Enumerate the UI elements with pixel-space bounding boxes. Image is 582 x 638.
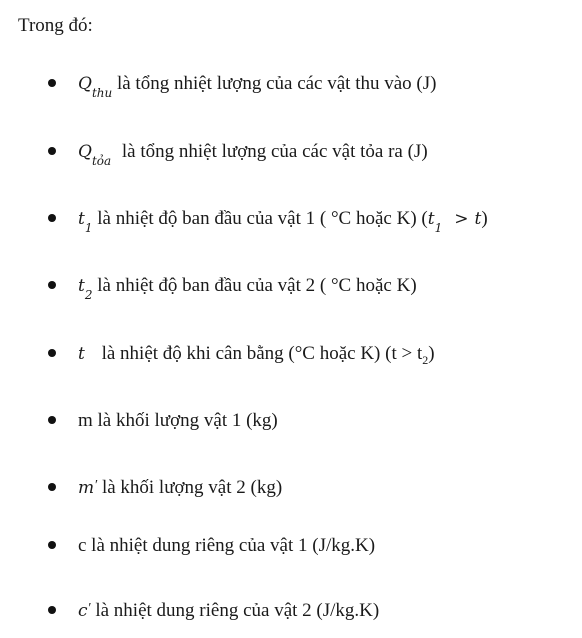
bullet-icon [48, 214, 56, 222]
definition-text: c là nhiệt dung riêng của vật 1 (J/kg.K) [78, 535, 376, 556]
symbol-subscript: thu [91, 86, 113, 100]
condition-close: ) [428, 343, 435, 364]
condition-subscript: 1 [434, 221, 443, 235]
bullet-icon [48, 349, 56, 357]
symbol: Q [78, 74, 92, 94]
list-item-q-thu [48, 69, 578, 99]
bullet-icon [48, 416, 56, 424]
symbol: m [78, 478, 95, 498]
list-item-t2 [48, 271, 578, 301]
bullet-icon [48, 606, 56, 614]
definition-text: là nhiệt độ ban đầu của vật 2 ( °C hoặc K) [92, 275, 417, 296]
list-item-c [48, 531, 578, 561]
list-item-t1 [48, 204, 578, 234]
symbol: t [78, 209, 85, 229]
condition-close: ) [481, 208, 488, 229]
condition-operator: > [454, 209, 469, 229]
definition-text: là nhiệt độ ban đầu của vật 1 ( °C hoặc K) ( [92, 208, 428, 229]
prime-mark: ′ [94, 478, 98, 493]
symbol-subscript: 2 [84, 288, 93, 302]
definition-text: là tổng nhiệt lượng của các vật thu vào (J) [112, 73, 437, 94]
tail-subscript: 2 [422, 353, 429, 367]
list-item-m-prime [48, 473, 578, 503]
definition-text: m là khối lượng vật 1 (kg) [78, 410, 278, 431]
list-item-q-toa [48, 137, 578, 167]
bullet-icon [48, 281, 56, 289]
definition-text: là tổng nhiệt lượng của các vật tỏa ra (J) [117, 141, 428, 162]
condition-symbol: t [427, 209, 435, 229]
bullet-icon [48, 79, 56, 87]
bullet-icon [48, 147, 56, 155]
definition-text: là khối lượng vật 2 (kg) [97, 477, 283, 498]
condition-rhs: t [474, 209, 482, 229]
symbol: Q [78, 142, 92, 162]
prime-mark: ′ [87, 601, 91, 616]
symbol: t [78, 276, 85, 296]
list-item-m [48, 406, 578, 436]
symbol-subscript: tỏa [91, 154, 112, 168]
symbol: t [78, 344, 85, 364]
intro-text: Trong đó: [18, 15, 93, 36]
bullet-icon [48, 541, 56, 549]
bullet-icon [48, 483, 56, 491]
definition-text: là nhiệt độ khi cân bằng (°C hoặc K) (t > t [96, 343, 423, 364]
symbol-subscript: 1 [84, 221, 93, 235]
list-item-t [48, 339, 578, 369]
list-item-c-prime [48, 596, 578, 626]
definition-text: là nhiệt dung riêng của vật 2 (J/kg.K) [90, 600, 380, 621]
symbol: c [78, 601, 88, 621]
